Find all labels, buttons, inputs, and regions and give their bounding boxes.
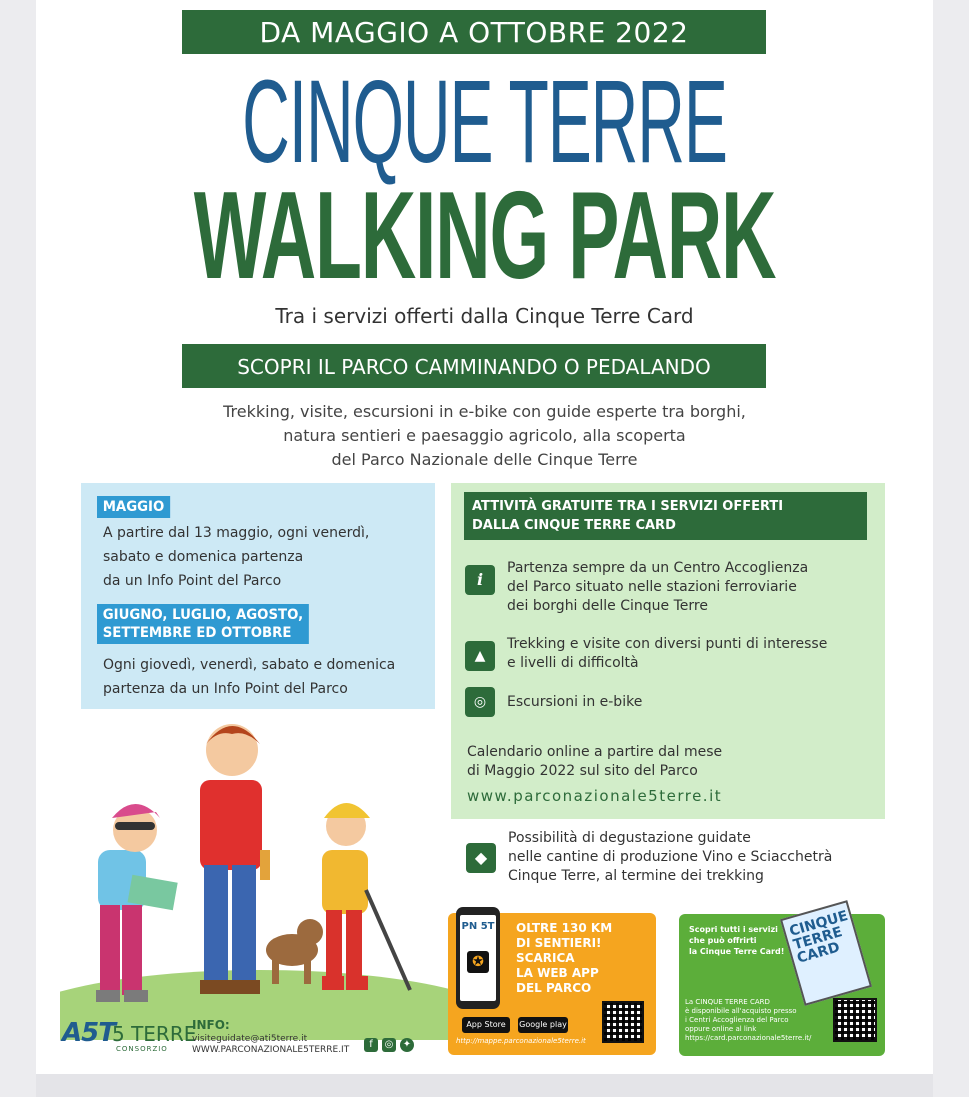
summer-text <box>103 653 395 701</box>
man-hiker <box>200 724 270 994</box>
info-label: INFO: <box>192 1018 230 1032</box>
calendar-note <box>467 743 722 781</box>
card-promo-text <box>689 924 784 957</box>
activity-text <box>507 693 642 712</box>
5terre-logo-text: 5 TERRE <box>112 1022 197 1046</box>
card-image <box>780 900 872 1006</box>
activity-line: Partenza sempre da un Centro Accoglienza <box>507 560 809 576</box>
info-email[interactable]: visiteguidate@ati5terre.it <box>192 1034 308 1044</box>
card-promo-line: la Cinque Terre Card! <box>689 947 785 956</box>
may-line: A partire dal 13 maggio, ogni venerdì, <box>103 525 370 541</box>
left-margin <box>0 0 36 1097</box>
activity-text <box>507 559 808 616</box>
boy-hiker <box>322 803 410 990</box>
summer-line: Ogni giovedì, venerdì, sabato e domenica <box>103 657 396 673</box>
app-url[interactable]: http://mappe.parconazionale5terre.it <box>456 1037 586 1045</box>
info-icon: i <box>465 565 495 595</box>
tasting-line: Cinque Terre, al termine dei trekking <box>508 868 764 884</box>
subtitle: Tra i servizi offerti dalla Cinque Terre Card <box>275 304 694 328</box>
family-hiking-illustration <box>60 700 460 1040</box>
calendar-line: Calendario online a partire dal mese <box>467 744 723 760</box>
google-play-badge[interactable]: Google play <box>518 1017 568 1033</box>
intro-line: del Parco Nazionale delle Cinque Terre <box>331 450 638 469</box>
tasting-text <box>508 829 832 886</box>
card-info-line: oppure online al link <box>685 1025 757 1033</box>
phone-illustration <box>456 907 500 1009</box>
app-promo-text <box>516 921 612 996</box>
activities-heading-line: ATTIVITÀ GRATUITE TRA I SERVIZI OFFERTI <box>472 499 784 514</box>
facebook-icon[interactable]: f <box>364 1038 378 1052</box>
intro-text <box>0 400 969 472</box>
info-website[interactable]: WWW.PARCONAZIONALE5TERRE.IT <box>192 1045 350 1055</box>
consorzio-label: CONSORZIO <box>116 1045 168 1053</box>
summer-heading-line: SETTEMBRE ED OTTOBRE <box>102 625 292 641</box>
activity-line: e livelli di difficoltà <box>507 655 639 671</box>
summer-heading <box>97 604 309 644</box>
date-range-banner: DA MAGGIO A OTTOBRE 2022 <box>182 10 766 54</box>
title-cinque-terre: CINQUE TERRE <box>242 56 727 188</box>
discover-banner: SCOPRI IL PARCO CAMMINANDO O PEDALANDO <box>182 344 766 388</box>
card-info-text <box>685 998 811 1043</box>
bicycle-icon: ◎ <box>465 687 495 717</box>
may-heading: MAGGIO <box>97 496 170 518</box>
calendar-line: di Maggio 2022 sul sito del Parco <box>467 763 698 779</box>
card-qr-code[interactable] <box>833 998 877 1042</box>
twitter-icon[interactable]: ✦ <box>400 1038 414 1052</box>
a5t-logo: A5T <box>62 1018 115 1048</box>
app-promo-line: DI SENTIERI! <box>516 936 602 950</box>
app-store-badge[interactable]: App Store <box>462 1017 510 1033</box>
app-promo-line: DEL PARCO <box>516 981 592 995</box>
schedule-panel <box>81 483 435 709</box>
activity-line: dei borghi delle Cinque Terre <box>507 598 708 614</box>
app-promo-line: LA WEB APP <box>516 966 599 980</box>
intro-line: Trekking, visite, escursioni in e-bike con guide esperte tra borghi, <box>223 402 746 421</box>
activities-panel <box>451 483 885 819</box>
card-promo-line: Scopri tutti i servizi <box>689 925 778 934</box>
activity-text <box>507 635 827 673</box>
summer-line: partenza da un Info Point del Parco <box>103 681 348 697</box>
hiking-boot-icon: ▲ <box>465 641 495 671</box>
hiker-icon: ✪ <box>467 951 489 973</box>
wine-icon: ◆ <box>466 843 496 873</box>
app-logo: PN 5T <box>461 921 495 932</box>
card-info-url[interactable]: https://card.parconazionale5terre.it/ <box>685 1034 812 1042</box>
tasting-line: Possibilità di degustazione guidate <box>508 830 751 846</box>
summer-heading-line: GIUGNO, LUGLIO, AGOSTO, <box>102 607 304 623</box>
cinque-terre-card-promo[interactable] <box>679 907 885 1056</box>
app-promo-line: SCARICA <box>516 951 575 965</box>
tasting-line: nelle cantine di produzione Vino e Sciacchetrà <box>508 849 833 865</box>
may-text <box>103 521 369 593</box>
app-promo-line: OLTRE 130 KM <box>516 921 613 935</box>
app-qr-code[interactable] <box>602 1001 644 1043</box>
activity-line: Trekking e visite con diversi punti di interesse <box>507 636 828 652</box>
activities-heading <box>464 492 867 540</box>
card-label: CINQUE TERRE CARD <box>787 907 850 967</box>
may-line: da un Info Point del Parco <box>103 573 282 589</box>
card-promo-line: che può offrirti <box>689 936 757 945</box>
activity-line: del Parco situato nelle stazioni ferroviarie <box>507 579 797 595</box>
woman-hiker <box>96 804 178 1002</box>
card-info-line: è disponibile all'acquisto presso <box>685 1007 797 1015</box>
web-app-card[interactable] <box>448 913 656 1055</box>
activity-line: Escursioni in e-bike <box>507 694 643 710</box>
activities-heading-line: DALLA CINQUE TERRE CARD <box>472 518 676 533</box>
card-info-line: La CINQUE TERRE CARD <box>685 998 770 1006</box>
right-margin <box>933 0 969 1097</box>
instagram-icon[interactable]: ◎ <box>382 1038 396 1052</box>
may-line: sabato e domenica partenza <box>103 549 304 565</box>
phone-screen <box>460 915 496 1001</box>
intro-line: natura sentieri e paesaggio agricolo, alla scoperta <box>283 426 686 445</box>
title-walking-park: WALKING PARK <box>193 167 776 305</box>
website-link[interactable]: www.parconazionale5terre.it <box>467 787 723 805</box>
bottom-strip <box>36 1074 933 1097</box>
card-info-line: i Centri Accoglienza del Parco <box>685 1016 789 1024</box>
